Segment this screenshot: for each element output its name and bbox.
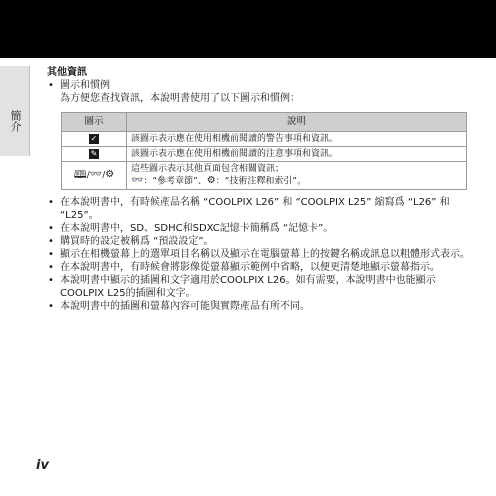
sub-heading-text: 圖示和慣例 <box>60 80 110 91</box>
table-header-row <box>62 113 467 132</box>
page-number: iv <box>36 458 49 473</box>
bullet-icon: • <box>48 274 54 286</box>
list-item-text: 本說明書中的插圖和螢幕內容可能與實際產品有所不同。 <box>60 300 310 312</box>
sub-heading <box>47 79 477 92</box>
list-item-text: 顯示在相機螢幕上的選單項目名稱以及顯示在電腦螢幕上的按鍵名稱或訊息以粗體形式表示。 <box>60 248 470 260</box>
table-header-desc: 說明 <box>127 113 467 132</box>
table-header-icon: 圖示 <box>62 113 127 132</box>
binoculars-icon: 👓 <box>131 175 144 186</box>
desc-line-text: ：“參考章節”、 <box>143 176 207 187</box>
intro-text: 為方便您查找資訊，本說明書使用了以下圖示和慣例： <box>60 93 300 104</box>
icon-table <box>61 112 467 190</box>
sidebar-tab[interactable] <box>0 66 30 156</box>
sidebar-tab-label: 簡介 <box>9 110 22 132</box>
desc-line: 這些圖示表示其他頁面包含相關資訊； <box>131 164 285 174</box>
bullet-icon: • <box>48 261 54 273</box>
table-cell-desc: 該圖示表示應在使用相機前閱讀的警告事項和資訊。 <box>127 132 467 147</box>
binoculars-icon: 👓 <box>89 169 103 180</box>
bullet-icon: • <box>48 222 54 234</box>
list-item <box>47 222 477 235</box>
list-item <box>47 196 477 222</box>
bullet-icon: • <box>48 196 54 208</box>
desc-line <box>131 175 462 188</box>
header-bar <box>0 0 496 58</box>
bullet-icon: • <box>48 248 54 260</box>
note-icon: ✎ <box>90 148 98 158</box>
list-item <box>47 300 477 313</box>
main-content <box>47 66 477 313</box>
list-item <box>47 261 477 274</box>
table-row <box>62 132 467 147</box>
table-cell-icon <box>62 132 127 147</box>
list-item-text: 在本說明書中，有時候產品名稱 “COOLPIX L26” 和 “COOLPIX L25” 縮寫爲 “L26” 和 “L25”。 <box>60 196 450 221</box>
table-row <box>62 147 467 162</box>
section-title: 其他資訊 <box>47 67 87 78</box>
bullet-icon: • <box>48 235 54 247</box>
tools-icon: ⚙ <box>105 169 115 180</box>
list-item-text: 在本說明書中，SD、SDHC和SDXC記憶卡簡稱爲 “記憶卡”。 <box>60 222 334 234</box>
bullet-list <box>47 196 477 313</box>
table-cell-desc: 該圖示表示應在使用相機前閱讀的注意事項和資訊。 <box>127 147 467 162</box>
book-icon: 🕮 <box>73 168 87 181</box>
list-item <box>47 248 477 261</box>
list-item <box>47 274 477 300</box>
table-cell-desc <box>127 162 467 190</box>
table-cell-icon: 🕮/👓/⚙ <box>62 162 127 190</box>
tools-icon: ⚙ <box>206 175 216 186</box>
list-item-text: 在本說明書中，有時候會將影像從螢幕顯示範例中省略，以便更清楚地顯示螢幕指示。 <box>60 261 440 273</box>
bullet-icon: • <box>48 80 54 91</box>
list-item <box>47 235 477 248</box>
table-cell-icon <box>62 147 127 162</box>
table-row <box>62 162 467 190</box>
list-item-text: 購買時的設定被稱爲 “預設設定”。 <box>60 235 214 247</box>
list-item-text: 本說明書中顯示的插圖和文字適用於COOLPIX L26。如有需要，本說明書中也能顯示COOLPIX L25的插圖和文字。 <box>60 274 436 299</box>
desc-line-text: ：“技術注釋和索引”。 <box>215 176 307 187</box>
warning-icon: ✓ <box>90 133 98 143</box>
bullet-icon: • <box>48 300 54 312</box>
